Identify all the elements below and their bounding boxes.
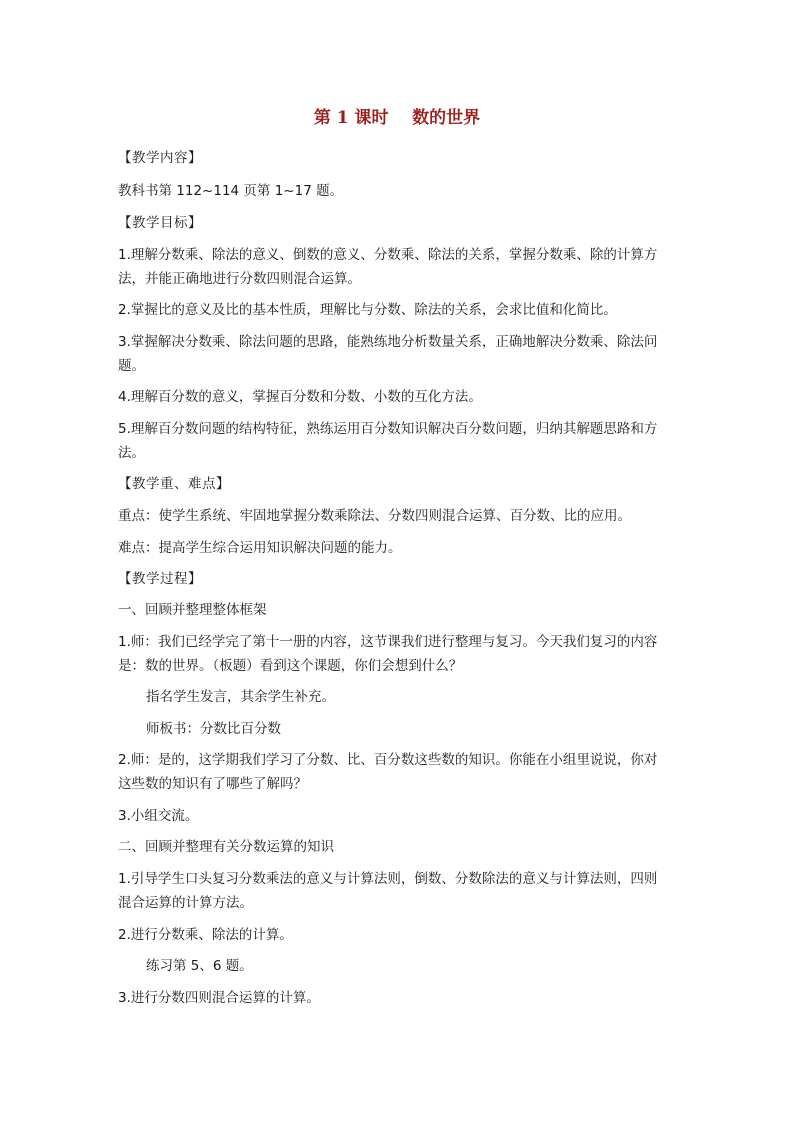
text-line: 3.掌握解决分数乘、除法问题的思路，能熟练地分析数量关系，正确地解决分数乘、除法问 <box>118 334 658 350</box>
text-line: 指名学生发言，其余学生补充。 <box>146 689 335 705</box>
text-line: 1.理解分数乘、除法的意义、倒数的意义、分数乘、除法的关系，掌握分数乘、除的计算方 <box>118 247 658 263</box>
text-line: 题。 <box>118 358 145 374</box>
text-line: 2.掌握比的意义及比的基本性质，理解比与分数、除法的关系，会求比值和化简比。 <box>118 302 617 318</box>
section-heading-objectives: 【教学目标】 <box>118 215 202 231</box>
section-heading-process: 【教学过程】 <box>118 571 202 587</box>
text-line: 法。 <box>118 445 145 461</box>
text-line: 难点：提高学生综合运用知识解决问题的能力。 <box>118 540 402 556</box>
subsection-heading: 一、回顾并整理整体框架 <box>118 602 267 618</box>
section-heading-keypoints: 【教学重、难点】 <box>118 476 230 492</box>
text-line: 这些数的知识有了哪些了解吗？ <box>118 776 307 792</box>
text-line: 师板书：分数比百分数 <box>146 721 281 737</box>
page-title: 第 1 课时 数的世界 <box>313 108 481 128</box>
text-line: 3.进行分数四则混合运算的计算。 <box>118 990 320 1006</box>
text-line: 3.小组交流。 <box>118 808 199 824</box>
section-heading-content: 【教学内容】 <box>118 150 202 166</box>
text-line: 1.师：我们已经学完了第十一册的内容，这节课我们进行整理与复习。今天我们复习的内容 <box>118 634 658 650</box>
text-line: 1.引导学生口头复习分数乘法的意义与计算法则，倒数、分数除法的意义与计算法则，四则 <box>118 871 658 887</box>
text-line: 2.师：是的，这学期我们学习了分数、比、百分数这些数的知识。你能在小组里说说，你对 <box>118 752 658 768</box>
text-line: 混合运算的计算方法。 <box>118 895 253 911</box>
text-line: 4.理解百分数的意义，掌握百分数和分数、小数的互化方法。 <box>118 389 482 405</box>
text-line: 2.进行分数乘、除法的计算。 <box>118 927 293 943</box>
text-line: 练习第 5、6 题。 <box>146 958 253 974</box>
text-line: 法，并能正确地进行分数四则混合运算。 <box>118 271 361 287</box>
text-line: 教科书第 112~114 页第 1~17 题。 <box>118 183 344 199</box>
subsection-heading: 二、回顾并整理有关分数运算的知识 <box>118 839 334 855</box>
text-line: 5.理解百分数问题的结构特征，熟练运用百分数知识解决百分数问题，归纳其解题思路和方 <box>118 421 658 437</box>
text-line: 重点：使学生系统、牢固地掌握分数乘除法、分数四则混合运算、百分数、比的应用。 <box>118 508 631 524</box>
text-line: 是：数的世界。（板题）看到这个课题，你们会想到什么？ <box>118 658 463 674</box>
